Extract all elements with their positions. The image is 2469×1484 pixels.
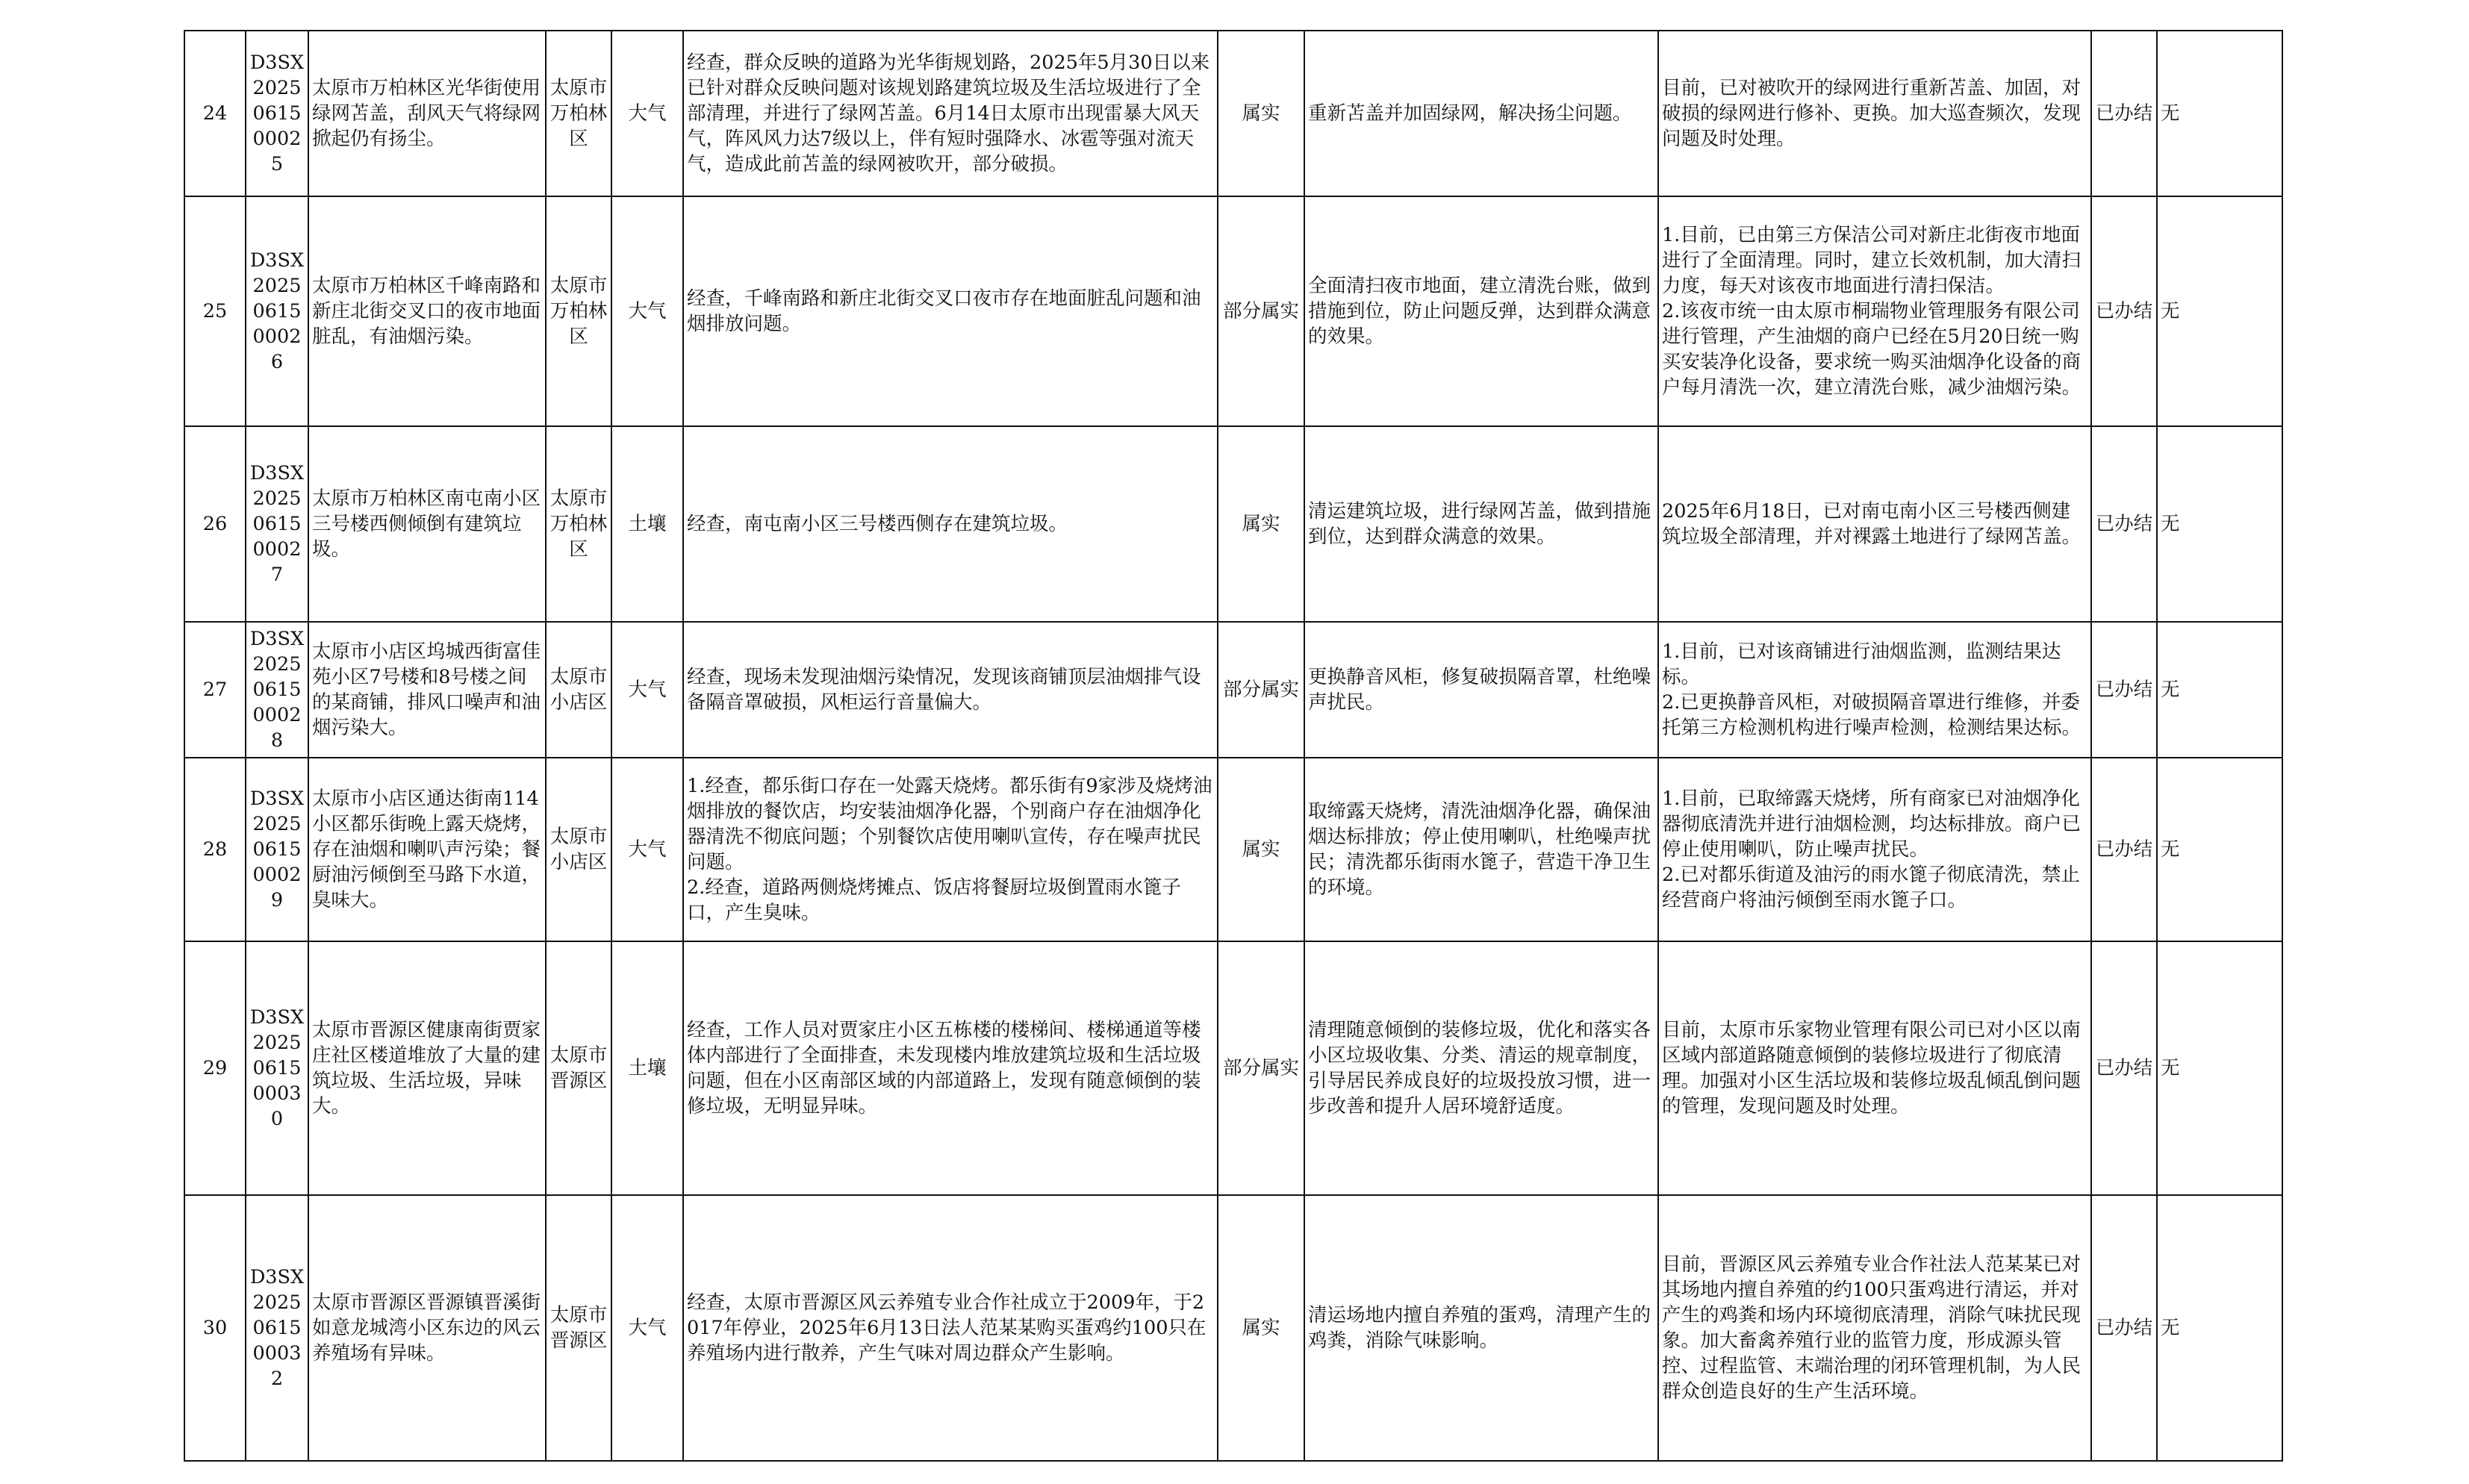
accountability-cell xyxy=(2157,941,2282,1195)
reported-issue: 太原市晋源区健康南街贾家庄社区楼道堆放了大量的建筑垃圾、生活垃圾，异味大。 xyxy=(312,1019,541,1117)
row-number-cell xyxy=(184,941,246,1195)
pollution-type: 大气 xyxy=(628,679,667,701)
case-id-cell xyxy=(246,196,308,426)
administrative-area-cell xyxy=(546,1195,611,1461)
verification-result-cell xyxy=(1218,1195,1304,1461)
case-status: 已办结 xyxy=(2095,300,2153,322)
handling-result-cell xyxy=(1658,758,2091,941)
verification-result-cell xyxy=(1218,941,1304,1195)
pollution-type-cell xyxy=(611,31,683,196)
pollution-type-cell xyxy=(611,941,683,1195)
reported-issue-cell xyxy=(308,31,546,196)
investigation-finding: 经查，群众反映的道路为光华街规划路，2025年5月30日以来已针对群众反映问题对该规划路建筑垃圾及生活垃圾进行了全部清理，并进行了绿网苫盖。6月14日太原市出现雷暴大风天气，阵风风力达7级以上，伴有短时强降水、冰雹等强对流天气，造成此前苫盖的绿网被吹开，部分破损。 xyxy=(687,52,1210,175)
rectification-plan-cell xyxy=(1304,758,1658,941)
verification-result: 属实 xyxy=(1242,102,1280,125)
administrative-area: 太原市晋源区 xyxy=(549,1304,608,1352)
verification-result: 属实 xyxy=(1242,838,1280,861)
case-status: 已办结 xyxy=(2095,513,2153,535)
reported-issue-cell xyxy=(308,758,546,941)
investigation-finding: 经查，千峰南路和新庄北街交叉口夜市存在地面脏乱问题和油烟排放问题。 xyxy=(687,287,1201,335)
investigation-finding-cell xyxy=(683,758,1218,941)
administrative-area: 太原市万柏林区 xyxy=(549,275,608,348)
row-number: 25 xyxy=(202,300,228,322)
row-number: 30 xyxy=(202,1317,228,1339)
reported-issue: 太原市小店区坞城西街富佳苑小区7号楼和8号楼之间的某商铺，排风口噪声和油烟污染大。 xyxy=(312,640,541,739)
rectification-plan-cell xyxy=(1304,426,1658,622)
handling-result: 目前，太原市乐家物业管理有限公司已对小区以南区域内部道路随意倾倒的装修垃圾进行了彻底清理。加强对小区生活垃圾和装修垃圾乱倾乱倒问题的管理，发现问题及时处理。 xyxy=(1662,1019,2082,1117)
pollution-type-cell xyxy=(611,758,683,941)
verification-result: 部分属实 xyxy=(1222,679,1299,701)
rectification-plan: 清运场地内擅自养殖的蛋鸡，清理产生的鸡粪，消除气味影响。 xyxy=(1308,1304,1651,1352)
administrative-area-cell xyxy=(546,758,611,941)
administrative-area-cell xyxy=(546,426,611,622)
verification-result-cell xyxy=(1218,622,1304,758)
reported-issue: 太原市万柏林区光华街使用绿网苫盖，刮风天气将绿网掀起仍有扬尘。 xyxy=(312,77,541,150)
row-number-cell xyxy=(184,196,246,426)
case-status: 已办结 xyxy=(2095,102,2153,125)
investigation-finding: 经查，工作人员对贾家庄小区五栋楼的楼梯间、楼梯通道等楼体内部进行了全面排查，未发现楼内堆放建筑垃圾和生活垃圾问题，但在小区南部区域的内部道路上，发现有随意倾倒的装修垃圾，无明显异味。 xyxy=(687,1019,1201,1117)
pollution-type: 大气 xyxy=(628,300,667,322)
pollution-type-cell xyxy=(611,426,683,622)
pollution-type: 大气 xyxy=(628,102,667,125)
verification-result-cell xyxy=(1218,426,1304,622)
accountability-cell xyxy=(2157,1195,2282,1461)
case-status: 已办结 xyxy=(2095,679,2153,701)
case-id: D3SX2025061500030 xyxy=(249,1006,305,1130)
table-row xyxy=(184,941,2282,1195)
administrative-area: 太原市小店区 xyxy=(549,826,608,873)
case-status-cell xyxy=(2091,1195,2157,1461)
case-id: D3SX2025061500025 xyxy=(249,52,305,175)
reported-issue: 太原市晋源区晋源镇晋溪街如意龙城湾小区东边的风云养殖场有异味。 xyxy=(312,1291,541,1365)
accountability: 无 xyxy=(2161,102,2180,125)
pollution-type: 土壤 xyxy=(628,1057,667,1079)
investigation-finding-cell xyxy=(683,31,1218,196)
rectification-plan-cell xyxy=(1304,196,1658,426)
administrative-area-cell xyxy=(546,196,611,426)
administrative-area: 太原市晋源区 xyxy=(549,1044,608,1092)
case-id-cell xyxy=(246,758,308,941)
handling-result-line: 2.已对都乐街道及油污的雨水篦子彻底清洗，禁止经营商户将油污倾倒至雨水篦子口。 xyxy=(1662,864,2080,911)
administrative-area-cell xyxy=(546,31,611,196)
row-number: 29 xyxy=(202,1057,228,1079)
case-id-cell xyxy=(246,622,308,758)
verification-result-cell xyxy=(1218,196,1304,426)
case-id: D3SX2025061500029 xyxy=(249,788,305,911)
handling-result: 目前，已对被吹开的绿网进行重新苫盖、加固，对破损的绿网进行修补、更换。加大巡查频次，发现问题及时处理。 xyxy=(1662,77,2082,150)
accountability-cell xyxy=(2157,622,2282,758)
rectification-plan-cell xyxy=(1304,1195,1658,1461)
accountability: 无 xyxy=(2161,1317,2180,1339)
case-id: D3SX2025061500027 xyxy=(249,462,305,586)
investigation-finding-cell xyxy=(683,426,1218,622)
accountability-cell xyxy=(2157,31,2282,196)
verification-result-cell xyxy=(1218,31,1304,196)
accountability: 无 xyxy=(2161,838,2180,861)
accountability-cell xyxy=(2157,196,2282,426)
handling-result: 目前，晋源区风云养殖专业合作社法人范某某已对其场地内擅自养殖的约100只蛋鸡进行清运，并对产生的鸡粪和场内环境彻底清理，消除气味扰民现象。加大畜禽养殖行业的监管力度，形成源头管控、过程监管、末端治理的闭环管理机制，为人民群众创造良好的生产生活环境。 xyxy=(1662,1253,2082,1403)
administrative-area: 太原市小店区 xyxy=(549,666,608,714)
rectification-plan-cell xyxy=(1304,622,1658,758)
handling-result-line: 2.已更换静音风柜，对破损隔音罩进行维修，并委托第三方检测机构进行噪声检测，检测结果达标。 xyxy=(1662,691,2082,739)
rectification-plan-cell xyxy=(1304,941,1658,1195)
handling-result-line: 1.目前，已由第三方保洁公司对新庄北街夜市地面进行了全面清理。同时，建立长效机制，加大清扫力度，每天对该夜市地面进行清扫保洁。 xyxy=(1662,224,2082,297)
accountability-cell xyxy=(2157,758,2282,941)
row-number: 27 xyxy=(202,679,228,701)
pollution-type-cell xyxy=(611,196,683,426)
reported-issue: 太原市小店区通达街南114小区都乐街晚上露天烧烤，存在油烟和喇叭声污染；餐厨油污倾倒至马路下水道，臭味大。 xyxy=(312,788,541,911)
handling-result-cell xyxy=(1658,941,2091,1195)
case-id-cell xyxy=(246,941,308,1195)
investigation-finding-line: 2.经查，道路两侧烧烤摊点、饭店将餐厨垃圾倒置雨水篦子口，产生臭味。 xyxy=(687,876,1181,924)
verification-result-cell xyxy=(1218,758,1304,941)
reported-issue-cell xyxy=(308,426,546,622)
investigation-finding: 经查，南屯南小区三号楼西侧存在建筑垃圾。 xyxy=(687,513,1068,535)
investigation-finding-line: 1.经查，都乐街口存在一处露天烧烤。都乐街有9家涉及烧烤油烟排放的餐饮店，均安装油烟净化器，个别商户存在油烟净化器清洗不彻底问题；个别餐饮店使用喇叭宣传，存在噪声扰民问题。 xyxy=(687,775,1212,873)
handling-result-cell xyxy=(1658,196,2091,426)
accountability: 无 xyxy=(2161,679,2180,701)
case-id-cell xyxy=(246,31,308,196)
handling-result-cell xyxy=(1658,31,2091,196)
reported-issue-cell xyxy=(308,622,546,758)
handling-result-line: 2.该夜市统一由太原市桐瑞物业管理服务有限公司进行管理，产生油烟的商户已经在5月20日统一购买安装净化设备，要求统一购买油烟净化设备的商户每月清洗一次，建立清洗台账，减少油烟污染。 xyxy=(1662,300,2082,399)
row-number-cell xyxy=(184,31,246,196)
rectification-plan: 清理随意倾倒的装修垃圾，优化和落实各小区垃圾收集、分类、清运的规章制度，引导居民养成良好的垃圾投放习惯，进一步改善和提升人居环境舒适度。 xyxy=(1308,1019,1651,1117)
reported-issue-cell xyxy=(308,941,546,1195)
row-number-cell xyxy=(184,758,246,941)
case-status-cell xyxy=(2091,622,2157,758)
table-row xyxy=(184,758,2282,941)
table-row xyxy=(184,1195,2282,1461)
reported-issue: 太原市万柏林区南屯南小区三号楼西侧倾倒有建筑垃圾。 xyxy=(312,487,541,561)
rectification-plan: 清运建筑垃圾，进行绿网苫盖，做到措施到位，达到群众满意的效果。 xyxy=(1308,500,1651,548)
case-status: 已办结 xyxy=(2095,1057,2153,1079)
rectification-plan: 全面清扫夜市地面，建立清洗台账，做到措施到位，防止问题反弹，达到群众满意的效果。 xyxy=(1308,275,1651,348)
accountability-cell xyxy=(2157,426,2282,622)
handling-result-line: 1.目前，已取缔露天烧烤，所有商家已对油烟净化器彻底清洗并进行油烟检测，均达标排放。商户已停止使用喇叭，防止噪声扰民。 xyxy=(1662,788,2082,861)
case-status-cell xyxy=(2091,758,2157,941)
investigation-finding: 经查，太原市晋源区风云养殖专业合作社成立于2009年，于2017年停业，2025年6月13日法人范某某购买蛋鸡约100只在养殖场内进行散养，产生气味对周边群众产生影响。 xyxy=(687,1291,1207,1365)
pollution-type: 大气 xyxy=(628,1317,667,1339)
case-id: D3SX2025061500032 xyxy=(249,1266,305,1390)
case-id-cell xyxy=(246,1195,308,1461)
rectification-plan: 更换静音风柜，修复破损隔音罩，杜绝噪声扰民。 xyxy=(1308,666,1651,714)
case-status-cell xyxy=(2091,426,2157,622)
case-id: D3SX2025061500026 xyxy=(249,249,305,373)
investigation-finding-cell xyxy=(683,622,1218,758)
case-id: D3SX2025061500028 xyxy=(249,628,305,752)
reported-issue-cell xyxy=(308,1195,546,1461)
handling-result: 2025年6月18日，已对南屯南小区三号楼西侧建筑垃圾全部清理，并对裸露土地进行了绿网苫盖。 xyxy=(1662,500,2082,548)
accountability: 无 xyxy=(2161,300,2180,322)
rectification-plan: 重新苫盖并加固绿网，解决扬尘问题。 xyxy=(1308,102,1632,125)
row-number-cell xyxy=(184,426,246,622)
pollution-type: 大气 xyxy=(628,838,667,861)
investigation-finding-cell xyxy=(683,1195,1218,1461)
table-row xyxy=(184,31,2282,196)
administrative-area: 太原市万柏林区 xyxy=(549,77,608,150)
investigation-finding-cell xyxy=(683,941,1218,1195)
case-status-cell xyxy=(2091,196,2157,426)
handling-result-cell xyxy=(1658,622,2091,758)
table-row xyxy=(184,196,2282,426)
pollution-type-cell xyxy=(611,622,683,758)
row-number: 28 xyxy=(202,838,228,861)
verification-result: 属实 xyxy=(1242,1317,1280,1339)
verification-result: 部分属实 xyxy=(1222,300,1299,322)
handling-result-cell xyxy=(1658,1195,2091,1461)
administrative-area-cell xyxy=(546,941,611,1195)
administrative-area: 太原市万柏林区 xyxy=(549,487,608,561)
pollution-type: 土壤 xyxy=(628,513,667,535)
case-id-cell xyxy=(246,426,308,622)
case-status-cell xyxy=(2091,31,2157,196)
investigation-finding-cell xyxy=(683,196,1218,426)
accountability: 无 xyxy=(2161,1057,2180,1079)
rectification-plan: 取缔露天烧烤，清洗油烟净化器，确保油烟达标排放；停止使用喇叭，杜绝噪声扰民；清洗都乐街雨水篦子，营造干净卫生的环境。 xyxy=(1308,800,1651,899)
table-row xyxy=(184,426,2282,622)
investigation-finding: 经查，现场未发现油烟污染情况，发现该商铺顶层油烟排气设备隔音罩破损，风柜运行音量偏大。 xyxy=(687,666,1201,714)
administrative-area-cell xyxy=(546,622,611,758)
case-status-cell xyxy=(2091,941,2157,1195)
verification-result: 属实 xyxy=(1242,513,1280,535)
rectification-plan-cell xyxy=(1304,31,1658,196)
handling-result-cell xyxy=(1658,426,2091,622)
row-number-cell xyxy=(184,622,246,758)
case-status: 已办结 xyxy=(2095,838,2153,861)
row-number: 24 xyxy=(202,102,228,125)
complaint-table xyxy=(184,30,2283,1462)
case-status: 已办结 xyxy=(2095,1317,2153,1339)
reported-issue: 太原市万柏林区千峰南路和新庄北街交叉口的夜市地面脏乱，有油烟污染。 xyxy=(312,275,541,348)
table-row xyxy=(184,622,2282,758)
row-number-cell xyxy=(184,1195,246,1461)
handling-result-line: 1.目前，已对该商铺进行油烟监测，监测结果达标。 xyxy=(1662,640,2061,688)
pollution-type-cell xyxy=(611,1195,683,1461)
row-number: 26 xyxy=(202,513,228,535)
verification-result: 部分属实 xyxy=(1222,1057,1299,1079)
reported-issue-cell xyxy=(308,196,546,426)
table-body xyxy=(184,31,2282,1461)
accountability: 无 xyxy=(2161,513,2180,535)
